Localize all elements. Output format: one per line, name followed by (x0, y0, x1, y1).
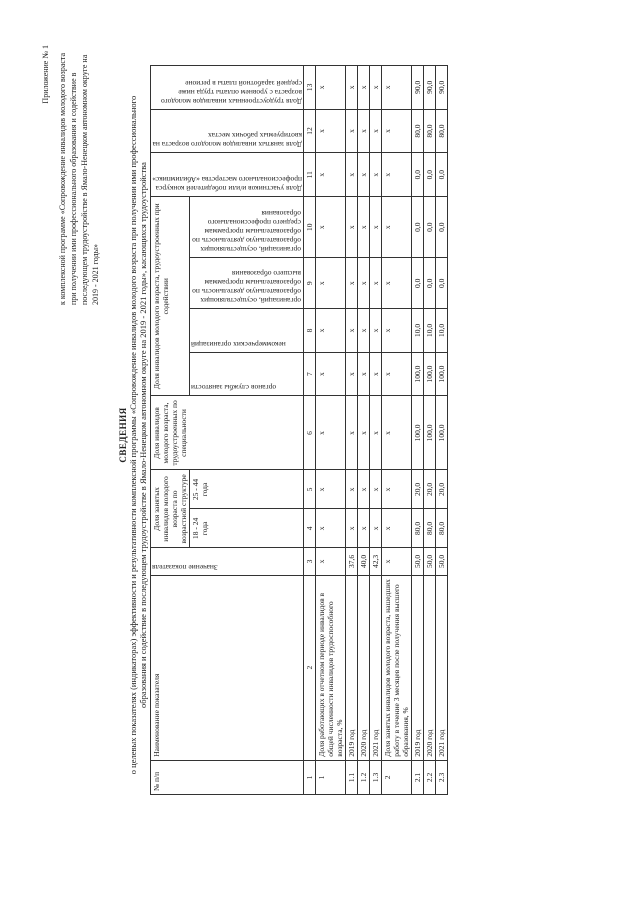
appendix-label: Приложение № 1 (41, 45, 50, 104)
table-cell: х (358, 197, 370, 258)
table-cell: х (346, 197, 358, 258)
header-name: Наименование показателя (151, 575, 304, 760)
column-number: 6 (304, 396, 316, 470)
header-share-employed: Доля инвалидов молодого возраста, трудоустроенных по специальности (151, 396, 304, 470)
header-num: № п/п (151, 760, 304, 794)
table-cell: х (358, 396, 370, 470)
table-cell: х (316, 197, 346, 258)
table-cell: 0,0 (424, 197, 436, 258)
table-cell: х (316, 66, 346, 110)
table-cell: 42,3 (370, 548, 382, 575)
header-age2: 25 - 44 года (190, 470, 304, 509)
table-cell: х (370, 470, 382, 509)
table-cell: 80,0 (412, 509, 424, 548)
indicators-table (150, 65, 448, 795)
table-cell: х (316, 548, 346, 575)
table-cell: Доля занятых инвалидов молодого возраста, нашедших работу в течение 3 месяцев после получения высшего образования, % (382, 575, 412, 760)
table-cell: х (346, 470, 358, 509)
table-cell: 100,0 (436, 352, 448, 396)
column-number: 13 (304, 66, 316, 110)
table-cell: 90,0 (424, 66, 436, 110)
table-cell: х (316, 470, 346, 509)
table-cell: х (358, 352, 370, 396)
table-cell: х (346, 66, 358, 110)
table-cell: х (370, 509, 382, 548)
table-cell: х (316, 153, 346, 197)
table-cell: 0,0 (412, 153, 424, 197)
table-cell: 2.1 (412, 760, 424, 794)
table-cell: 90,0 (436, 66, 448, 110)
appendix-note (40, 45, 101, 305)
header-higher: организаций, осуществляющих образовательную деятельность по образовательным программам высшего образования (192, 269, 301, 306)
header-share-age: Доля занятых инвалидов молодого возраста по возрастной структуре (151, 470, 190, 548)
header-value: Значение показателя (152, 562, 218, 572)
table-body (316, 66, 448, 795)
table-cell: х (358, 258, 370, 309)
column-number: 11 (304, 153, 316, 197)
table-cell: 1.3 (370, 760, 382, 794)
table-cell: 2.2 (424, 760, 436, 794)
table-cell: х (370, 352, 382, 396)
table-cell: х (346, 509, 358, 548)
table-cell: 40,0 (358, 548, 370, 575)
table-cell: 100,0 (412, 352, 424, 396)
header-ngo: некоммерческих организаций (191, 339, 286, 349)
table-cell: х (316, 258, 346, 309)
table-cell: х (316, 396, 346, 470)
table-cell: х (370, 258, 382, 309)
table-cell: 10,0 (436, 309, 448, 353)
table-cell: 80,0 (424, 109, 436, 153)
table-cell: 1 (316, 760, 346, 794)
table-cell: 10,0 (424, 309, 436, 353)
table-cell: х (358, 309, 370, 353)
column-number: 9 (304, 258, 316, 309)
table-cell: х (370, 109, 382, 153)
document-title (118, 85, 148, 785)
table-cell: х (382, 470, 412, 509)
appendix-text: к комплексной программе «Сопровождение инвалидов молодого возраста при получении ими профессионального образования и содействие в последующем трудоустройстве в Ямало-Ненецком автономном округе на 2019 - 2021 годы» (58, 52, 100, 305)
table-cell: 50,0 (436, 548, 448, 575)
column-number: 1 (304, 760, 316, 794)
table-cell: 80,0 (436, 509, 448, 548)
table-cell: 20,0 (424, 470, 436, 509)
table-cell: х (358, 109, 370, 153)
table-cell: 80,0 (436, 109, 448, 153)
table-cell: 0,0 (436, 197, 448, 258)
header-age1: 18 - 24 года (190, 509, 304, 548)
table-cell: 20,0 (436, 470, 448, 509)
table-row (316, 66, 346, 795)
table-cell: 0,0 (436, 153, 448, 197)
title-subtitle: о целевых показателях (индикаторах) эффективности и результативности комплексной программы «Сопровождение инвалидов молодого возраста при получении ими профессионального образования и содействие в последующем трудоустройстве в Ямало-Ненецком автономном округе на 2019 - 2021 годы», касающихся трудоустройства (128, 95, 148, 775)
table-row (358, 66, 370, 795)
table-cell: 2 (382, 760, 412, 794)
table-cell: 20,0 (412, 470, 424, 509)
table-row (424, 66, 436, 795)
table-cell: 100,0 (412, 396, 424, 470)
table-cell: х (316, 352, 346, 396)
table-cell: 100,0 (424, 352, 436, 396)
table-cell: х (358, 470, 370, 509)
table-cell: х (382, 109, 412, 153)
table-cell: 50,0 (412, 548, 424, 575)
header-row (151, 66, 190, 795)
table-cell: 80,0 (412, 109, 424, 153)
table-cell: 0,0 (424, 258, 436, 309)
header-abilympics: Доля участников и/или победителей конкурса профессионального мастерства «Абилимпикс» (152, 175, 302, 194)
table-cell: 90,0 (412, 66, 424, 110)
title-heading: СВЕДЕНИЯ (118, 407, 128, 463)
table-cell: х (382, 396, 412, 470)
column-number: 4 (304, 509, 316, 548)
table-cell: 2021 год (370, 575, 382, 760)
header-wage: Доля трудоустроенных инвалидов молодого возраста с уровнем оплаты труда ниже средней заработной платы в регионе (161, 78, 302, 106)
column-number: 10 (304, 197, 316, 258)
table-row (346, 66, 358, 795)
column-number: 12 (304, 109, 316, 153)
table-cell: х (382, 197, 412, 258)
table-cell: х (358, 66, 370, 110)
table-cell: 0,0 (424, 153, 436, 197)
table-cell: 100,0 (436, 396, 448, 470)
header-employment: органов службы занятости (191, 383, 277, 393)
table-row (412, 66, 424, 795)
table-cell: х (316, 109, 346, 153)
header-share-assist: Доля инвалидов молодого возраста, трудоустроенных при содействии (151, 197, 190, 396)
table-row (370, 66, 382, 795)
table-cell: х (382, 66, 412, 110)
table-cell: 80,0 (424, 509, 436, 548)
table-cell: 0,0 (436, 258, 448, 309)
table-cell: х (316, 509, 346, 548)
header-secondary: организаций, осуществляющих образовательную деятельность по образовательным программам среднего профессионального образования (192, 209, 301, 255)
table-cell: х (370, 66, 382, 110)
table-cell: х (382, 309, 412, 353)
table-cell: х (382, 153, 412, 197)
table-cell: х (346, 352, 358, 396)
column-number: 8 (304, 309, 316, 353)
table-cell: 2.3 (436, 760, 448, 794)
table-cell: х (358, 509, 370, 548)
table-cell: х (382, 352, 412, 396)
table-cell: х (382, 509, 412, 548)
table-cell: х (370, 197, 382, 258)
table-cell: 1.1 (346, 760, 358, 794)
table-cell: 2021 год (436, 575, 448, 760)
table-cell: 2020 год (424, 575, 436, 760)
table-cell: х (316, 309, 346, 353)
table-cell: х (346, 153, 358, 197)
table-cell: х (370, 309, 382, 353)
table-cell: 10,0 (412, 309, 424, 353)
table-cell: 37,6 (346, 548, 358, 575)
table-cell: 1.2 (358, 760, 370, 794)
table-cell: х (346, 309, 358, 353)
table-cell: х (346, 109, 358, 153)
table-cell: 100,0 (424, 396, 436, 470)
table-cell: 2019 год (346, 575, 358, 760)
table-cell: х (358, 153, 370, 197)
column-numbers-row (304, 66, 316, 795)
table-cell: х (382, 258, 412, 309)
table-cell: 50,0 (424, 548, 436, 575)
column-number: 3 (304, 548, 316, 575)
column-number: 2 (304, 575, 316, 760)
table-row (436, 66, 448, 795)
table-cell: 0,0 (412, 197, 424, 258)
table-cell: х (346, 258, 358, 309)
table-row (382, 66, 412, 795)
table-cell: Доля работающих в отчетном периоде инвалидов в общей численности инвалидов трудоспособного возраста, % (316, 575, 346, 760)
table-cell: 2019 год (412, 575, 424, 760)
table-cell: х (370, 396, 382, 470)
header-jobs: Доля занятых инвалидов молодого возраста на квотируемых рабочих местах (152, 131, 302, 150)
column-number: 5 (304, 470, 316, 509)
table-cell: 2020 год (358, 575, 370, 760)
table-cell: х (382, 548, 412, 575)
table-cell: х (370, 153, 382, 197)
column-number: 7 (304, 352, 316, 396)
table-cell: х (346, 396, 358, 470)
table-cell: 0,0 (412, 258, 424, 309)
